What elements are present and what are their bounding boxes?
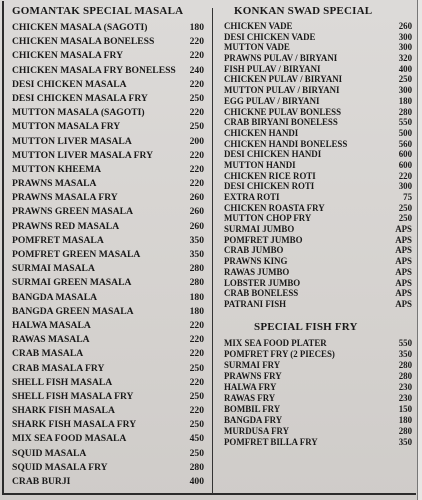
- menu-item: [224, 203, 412, 214]
- menu-item: [224, 192, 412, 203]
- menu-item: [224, 288, 412, 299]
- menu-item-price: 220: [189, 376, 204, 388]
- menu-item: [12, 390, 204, 404]
- menu-item-name: POMFRET BILLA FRY: [224, 436, 318, 447]
- menu-item-name: DESI CHICKEN MASALA FRY: [12, 92, 148, 104]
- menu-item: [12, 205, 204, 219]
- menu-item-name: CRAB JUMBO: [224, 245, 284, 256]
- menu-item-price: 220: [189, 50, 204, 62]
- menu-item: [224, 338, 412, 349]
- menu-item-price: 220: [189, 163, 204, 175]
- menu-item-price: 280: [398, 106, 412, 117]
- menu-item-price: 260: [189, 220, 204, 232]
- menu-item-name: CHICKEN MASALA FRY: [12, 50, 124, 62]
- menu-item-name: SQUID MASALA FRY: [12, 461, 108, 473]
- menu-item-price: 220: [189, 334, 204, 346]
- menu-item-name: MUTTON LIVER MASALA: [12, 135, 132, 147]
- menu-item: [12, 461, 204, 475]
- menu-item: [12, 120, 204, 134]
- menu-item-name: RAWAS MASALA: [12, 334, 90, 346]
- menu-item: [224, 96, 412, 107]
- menu-item-name: PRAWNS GREEN MASALA: [12, 206, 133, 218]
- menu-item: [12, 220, 204, 234]
- menu-item-price: APS: [395, 256, 412, 267]
- right-edge: [417, 0, 422, 500]
- menu-item-name: DESI CHICKEN ROTI: [224, 181, 315, 192]
- menu-item-price: 500: [398, 127, 412, 138]
- menu-item-name: MUTTON PULAV / BIRYANI: [224, 85, 340, 96]
- menu-item-name: CRAB MASALA: [12, 348, 84, 360]
- menu-item-name: MURDUSA FRY: [224, 425, 290, 436]
- menu-item-name: BANGDA FRY: [224, 414, 283, 425]
- menu-item: [12, 447, 204, 461]
- menu-item: [12, 291, 204, 305]
- menu-item: [12, 276, 204, 290]
- menu-item-price: 220: [189, 107, 204, 119]
- menu-item-price: 220: [189, 319, 204, 331]
- menu-item-price: 250: [189, 92, 204, 104]
- menu-item: [224, 181, 412, 192]
- menu-item-price: 220: [189, 149, 204, 161]
- menu-item: [12, 21, 204, 35]
- menu-item-price: 230: [398, 381, 412, 392]
- menu-item-price: 400: [398, 63, 412, 74]
- menu-item: [12, 319, 204, 333]
- menu-item: [12, 177, 204, 191]
- menu-item-price: 260: [189, 192, 204, 204]
- menu-item: [224, 245, 412, 256]
- right-column: [224, 4, 412, 448]
- menu-item-name: SURMAI JUMBO: [224, 224, 295, 235]
- menu-item-name: PRAWNS RED MASALA: [12, 220, 120, 232]
- menu-item-price: 280: [189, 277, 204, 289]
- menu-item: [224, 278, 412, 289]
- menu-item-price: 450: [189, 433, 204, 445]
- menu-item-name: CHICKEN ROASTA FRY: [224, 202, 325, 213]
- menu-item-price: 220: [189, 78, 204, 90]
- menu-item-price: 300: [398, 181, 412, 192]
- menu-item-name: EGG PULAV / BIRYANI: [224, 95, 320, 106]
- menu-item-price: APS: [395, 266, 412, 277]
- menu-item: [224, 64, 412, 75]
- menu-item: [224, 299, 412, 310]
- menu-item-price: 230: [398, 392, 412, 403]
- menu-item: [12, 49, 204, 63]
- menu-item-price: 200: [189, 135, 204, 147]
- menu-item-name: HALWA MASALA: [12, 319, 91, 331]
- menu-item-price: 220: [189, 178, 204, 190]
- menu-item-price: 350: [189, 249, 204, 260]
- menu-item-name: CHICKEN PULAV / BIRYANI: [224, 74, 343, 85]
- menu-item-price: 180: [398, 414, 412, 425]
- menu-item-name: SHELL FISH MASALA FRY: [12, 390, 134, 402]
- menu-item-price: 250: [189, 390, 204, 402]
- menu-item-name: BOMBIL FRY: [224, 403, 281, 414]
- menu-item: [224, 371, 412, 382]
- menu-item-name: MUTTON HANDI: [224, 159, 296, 170]
- menu-item-price: 220: [189, 348, 204, 360]
- menu-item-price: 560: [398, 138, 412, 149]
- menu-item-name: SHARK FISH MASALA FRY: [12, 419, 137, 431]
- menu-item-name: PRAWNS MASALA: [12, 178, 97, 190]
- menu-item-name: PATRANI FISH: [224, 298, 287, 309]
- menu-item-price: 280: [398, 359, 412, 370]
- menu-item: [12, 92, 204, 106]
- menu-item-name: FISH PULAV / BIRYANI: [224, 63, 321, 74]
- menu-item-price: 75: [403, 192, 412, 202]
- menu-item-price: 250: [398, 213, 412, 224]
- menu-item-name: BANGDA MASALA: [12, 291, 98, 303]
- menu-item-name: CHICKEN HANDI: [224, 127, 299, 138]
- menu-item-name: CRAB BONELESS: [224, 288, 299, 299]
- menu-item: [224, 404, 412, 415]
- menu-item-name: SURMAI FRY: [224, 359, 281, 370]
- menu-item-price: 550: [398, 117, 412, 128]
- menu-item: [12, 432, 204, 446]
- menu-item: [224, 382, 412, 393]
- konkan-items: [224, 21, 412, 310]
- menu-item-name: POMFRET JUMBO: [224, 234, 303, 245]
- menu-item-price: 350: [189, 234, 204, 246]
- menu-item-price: 250: [189, 121, 204, 133]
- menu-item: [224, 437, 412, 448]
- column-divider: [212, 8, 213, 494]
- fish-fry-items: [224, 338, 412, 448]
- menu-item-name: PRAWNS PULAV / BIRYANI: [224, 53, 338, 64]
- menu-item-price: 220: [398, 170, 412, 181]
- menu-item-name: RAWAS FRY: [224, 392, 276, 403]
- menu-item: [224, 235, 412, 246]
- menu-item-price: APS: [395, 245, 412, 256]
- menu-item-name: LOBSTER JUMBO: [224, 277, 301, 288]
- menu-item-name: CHICKEN RICE ROTI: [224, 170, 316, 181]
- menu-item-name: MUTTON CHOP FRY: [224, 213, 312, 224]
- menu-item: [224, 53, 412, 64]
- menu-item-name: CHICKEN MASALA BONELESS: [12, 36, 155, 48]
- menu-item-price: APS: [395, 234, 412, 245]
- menu-item-price: 180: [189, 22, 204, 33]
- menu-item-price: 550: [398, 337, 412, 348]
- menu-item-price: 350: [398, 436, 412, 447]
- menu-item: [224, 21, 412, 32]
- menu-item: [224, 85, 412, 96]
- menu-item: [224, 160, 412, 171]
- menu-item-name: DESI CHICKEN VADE: [224, 31, 316, 42]
- menu-item-price: 250: [189, 419, 204, 431]
- menu-item-name: PRAWNS KING: [224, 256, 288, 267]
- menu-item-name: SURMAI MASALA: [12, 263, 95, 275]
- menu-item-price: 220: [189, 405, 204, 417]
- section-title-gomantak: GOMANTAK SPECIAL MASALA: [12, 5, 184, 17]
- menu-item: [12, 362, 204, 376]
- menu-item: [224, 32, 412, 43]
- menu-item-name: MUTTON VADE: [224, 42, 290, 53]
- menu-item: [12, 191, 204, 205]
- menu-item-price: 250: [398, 74, 412, 85]
- menu-item-name: CHICKEN VADE: [224, 21, 293, 31]
- menu-item-name: DESI CHICKEN HANDI: [224, 149, 322, 160]
- menu-item: [12, 262, 204, 276]
- menu-item-name: CHICKNE PULAV BONLESS: [224, 106, 342, 117]
- menu-item-name: POMFRET FRY (2 PIECES): [224, 348, 335, 359]
- menu-item-name: MUTTON MASALA FRY: [12, 121, 121, 133]
- menu-item: [12, 376, 204, 390]
- menu-item-name: HALWA FRY: [224, 381, 277, 392]
- menu-item-price: 280: [189, 263, 204, 275]
- menu-item: [224, 267, 412, 278]
- menu-item-name: SURMAI GREEN MASALA: [12, 277, 132, 289]
- menu-item-price: 260: [189, 206, 204, 218]
- menu-item-name: CRAB BURJI: [12, 476, 71, 487]
- menu-item: [224, 171, 412, 182]
- menu-item: [12, 78, 204, 92]
- menu-item-name: BANGDA GREEN MASALA: [12, 305, 134, 317]
- menu-item-price: 250: [189, 362, 204, 374]
- menu-item: [224, 149, 412, 160]
- menu-item-name: CRAB BIRYANI BONELESS: [224, 117, 338, 128]
- menu-item-price: 320: [398, 53, 412, 64]
- menu-item: [12, 163, 204, 177]
- menu-item-price: 300: [398, 85, 412, 96]
- menu-item-price: 250: [189, 447, 204, 459]
- section-title-konkan: KONKAN SWAD SPECIAL: [234, 5, 373, 17]
- menu-item-price: 280: [398, 425, 412, 436]
- menu-item: [12, 135, 204, 149]
- menu-item: [12, 234, 204, 248]
- menu-item-price: APS: [395, 288, 412, 299]
- menu-item-name: CHICKEN MASALA FRY BONELESS: [12, 64, 176, 76]
- menu-item: [12, 305, 204, 319]
- menu-item: [224, 426, 412, 437]
- menu-item: [224, 415, 412, 426]
- menu-item-name: RAWAS JUMBO: [224, 266, 290, 277]
- menu-item: [12, 475, 204, 489]
- menu-item-price: 250: [398, 202, 412, 213]
- section-title-fish-fry: SPECIAL FISH FRY: [254, 320, 358, 333]
- menu-item: [12, 347, 204, 361]
- menu-item-name: DESI CHICKEN MASALA: [12, 78, 127, 90]
- menu-item-price: 180: [398, 95, 412, 106]
- menu-item-price: 400: [189, 476, 204, 487]
- menu-item-price: 350: [398, 348, 412, 359]
- menu-item-price: APS: [395, 277, 412, 288]
- menu-item: [224, 139, 412, 150]
- menu-item-name: PRAWNS MASALA FRY: [12, 192, 118, 204]
- menu-item-price: 180: [189, 291, 204, 303]
- menu-item-price: 180: [189, 305, 204, 317]
- menu-item: [224, 128, 412, 139]
- menu-item: [224, 213, 412, 224]
- menu-item: [224, 349, 412, 360]
- menu-item-price: 300: [398, 42, 412, 53]
- menu-item: [12, 64, 204, 78]
- menu-item-price: 220: [189, 36, 204, 48]
- menu-item: [224, 107, 412, 118]
- gomantak-items: [12, 21, 204, 489]
- menu-item: [12, 404, 204, 418]
- menu-item-name: POMFRET MASALA: [12, 234, 104, 246]
- menu-item-name: CHICKEN HANDI BONELESS: [224, 138, 348, 149]
- menu-item-name: SHARK FISH MASALA: [12, 405, 115, 417]
- menu-item-name: MUTTON KHEEMA: [12, 163, 102, 175]
- menu-item-price: APS: [395, 298, 412, 309]
- menu-item-price: 600: [398, 149, 412, 160]
- menu-item-name: MIX SEA FOOD PLATER: [224, 337, 327, 348]
- menu-item-name: CHICKEN MASALA (SAGOTI): [12, 22, 148, 33]
- menu-item-price: 240: [189, 64, 204, 76]
- menu-item-price: 600: [398, 159, 412, 170]
- menu-item: [224, 74, 412, 85]
- menu-item-price: 300: [398, 31, 412, 42]
- menu-item-name: EXTRA ROTI: [224, 192, 280, 202]
- menu-item: [224, 360, 412, 371]
- left-column: [12, 4, 204, 489]
- menu-item-name: POMFRET GREEN MASALA: [12, 249, 141, 260]
- menu-item-price: 280: [398, 370, 412, 381]
- menu-item-price: 280: [189, 461, 204, 473]
- menu-item: [224, 224, 412, 235]
- menu-item-name: PRAWNS FRY: [224, 370, 282, 381]
- menu-item: [12, 106, 204, 120]
- menu-item: [224, 393, 412, 404]
- menu-item: [12, 35, 204, 49]
- menu-item: [12, 333, 204, 347]
- menu-item: [224, 42, 412, 53]
- menu-item-name: MUTTON LIVER MASALA FRY: [12, 149, 154, 161]
- menu-item-name: SQUID MASALA: [12, 447, 87, 459]
- menu-item: [12, 149, 204, 163]
- menu-item-name: MIX SEA FOOD MASALA: [12, 433, 127, 445]
- menu-item-price: 260: [398, 21, 412, 31]
- menu-item-name: SHELL FISH MASALA: [12, 376, 113, 388]
- menu-item-price: 150: [398, 403, 412, 414]
- menu-item: [224, 117, 412, 128]
- menu-item-name: CRAB MASALA FRY: [12, 362, 105, 374]
- menu-item-price: APS: [395, 224, 412, 235]
- menu-item-name: MUTTON MASALA (SAGOTI): [12, 107, 145, 119]
- menu-item: [12, 248, 204, 262]
- menu-item: [12, 418, 204, 432]
- menu-item: [224, 256, 412, 267]
